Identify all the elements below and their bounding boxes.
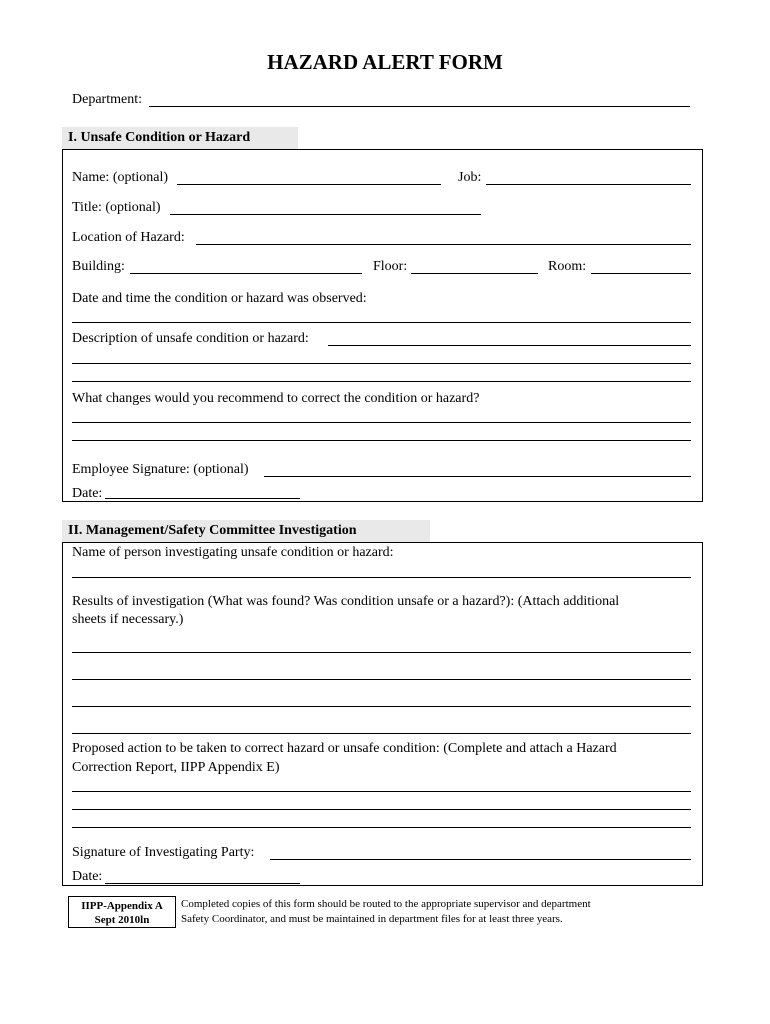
proposed-field-line2[interactable] (72, 809, 691, 810)
job-field[interactable] (486, 184, 691, 185)
description-label: Description of unsafe condition or hazard: (72, 331, 309, 346)
appendix-line2: Sept 2010ln (94, 914, 150, 926)
job-label: Job: (458, 170, 482, 185)
building-field[interactable] (130, 273, 362, 274)
description-field-line1[interactable] (328, 345, 691, 346)
description-field-line3[interactable] (72, 381, 691, 382)
appendix-line1: IIPP-Appendix A (81, 900, 163, 912)
title-field[interactable] (170, 214, 481, 215)
results-field-line2[interactable] (72, 679, 691, 680)
proposed-label-line2: Correction Report, IIPP Appendix E) (72, 760, 280, 775)
results-field-line4[interactable] (72, 733, 691, 734)
investigator-signature-label: Signature of Investigating Party: (72, 845, 255, 860)
footer-note-line1: Completed copies of this form should be routed to the appropriate supervisor and department (181, 898, 591, 910)
results-label-line1: Results of investigation (What was found? Was condition unsafe or a hazard?): (Attach additional (72, 594, 620, 609)
floor-field[interactable] (411, 273, 538, 274)
investigator-label: Name of person investigating unsafe condition or hazard: (72, 545, 394, 560)
room-label: Room: (548, 259, 587, 274)
results-label-line2: sheets if necessary.) (72, 612, 184, 627)
employee-signature-field[interactable] (264, 476, 691, 477)
employee-signature-label: Employee Signature: (optional) (72, 462, 249, 477)
section2-date-label: Date: (72, 869, 103, 884)
location-field[interactable] (196, 244, 691, 245)
title-label: Title: (optional) (72, 200, 161, 215)
datetime-label: Date and time the condition or hazard was observed: (72, 291, 367, 306)
datetime-field[interactable] (72, 322, 691, 323)
floor-label: Floor: (373, 259, 408, 274)
investigator-signature-field[interactable] (270, 859, 691, 860)
proposed-label-line1: Proposed action to be taken to correct hazard or unsafe condition: (Complete and attach a Hazard (72, 741, 617, 756)
description-field-line2[interactable] (72, 363, 691, 364)
changes-label: What changes would you recommend to correct the condition or hazard? (72, 391, 480, 406)
department-field[interactable] (149, 106, 690, 107)
proposed-field-line1[interactable] (72, 791, 691, 792)
results-field-line3[interactable] (72, 706, 691, 707)
investigator-field[interactable] (72, 577, 691, 578)
building-label: Building: (72, 259, 125, 274)
section2-heading: II. Management/Safety Committee Investigation (62, 520, 430, 542)
section1-date-field[interactable] (105, 498, 300, 499)
section1-date-label: Date: (72, 486, 103, 501)
location-label: Location of Hazard: (72, 230, 185, 245)
name-label: Name: (optional) (72, 170, 169, 185)
room-field[interactable] (591, 273, 691, 274)
appendix-box (68, 896, 176, 928)
footer-note-line2: Safety Coordinator, and must be maintained in department files for at least three years. (181, 913, 563, 925)
department-label: Department: (72, 92, 142, 107)
changes-field-line1[interactable] (72, 422, 691, 423)
results-field-line1[interactable] (72, 652, 691, 653)
section2-date-field[interactable] (105, 883, 300, 884)
name-field[interactable] (177, 184, 441, 185)
form-title: HAZARD ALERT FORM (267, 50, 503, 74)
proposed-field-line3[interactable] (72, 827, 691, 828)
changes-field-line2[interactable] (72, 440, 691, 441)
section1-heading: I. Unsafe Condition or Hazard (62, 127, 298, 149)
